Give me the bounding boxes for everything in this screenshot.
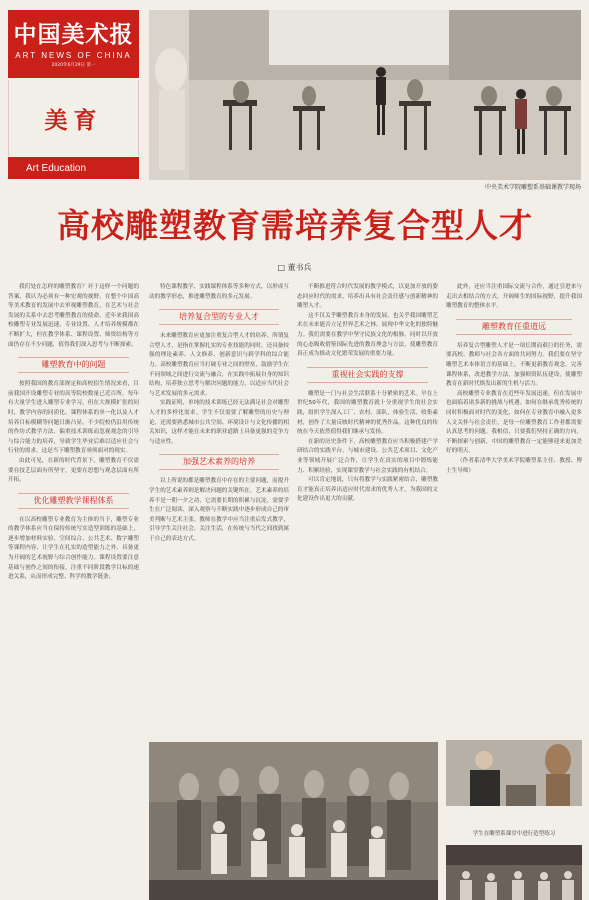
paragraph: 不断推进符合时代发展的教学模式，以更加开放的姿态回应时代的需求，培养出具有社会责任感与创新精神的雕塑人才。 [297,284,438,310]
masthead [8,10,139,78]
masthead-date: 2020年6月29日 第一 [51,63,96,68]
subheading: 优化雕塑教学课程体系 [8,493,139,509]
masthead-english: ART NEWS OF CHINA [15,51,132,60]
paragraph: 可以肯定地说，只有将教学与实践紧密结合，雕塑教育才能真正培养出适应时代需求的优秀人才，为我国的文化建设作出更大的贡献。 [297,477,438,503]
right-photo-caption: 学生在雕塑系课堂中进行造型练习 [472,831,556,837]
right-photo-classroom [446,845,582,900]
section-title: 美育 [8,80,139,156]
subheading: 加强艺术素养的培养 [149,454,289,470]
subheading: 雕塑教育中的问题 [8,357,139,373]
masthead-logo: 中国美术报 [13,21,134,48]
paragraph: 特色课程教学、实践课程体系等多种方式，以形成互动的教学形态，推进雕塑教育的多元发展。 [149,284,289,300]
author-note: （作者系清华大学美术学院雕塑系主任、教授、博士生导师） [446,457,582,474]
column-3 [297,283,438,735]
paragraph: 培养复合型雕塑人才是一项长期而艰巨的任务，需要高校、教师与社会各方面的共同努力。我们要在坚守雕塑艺术本体语言的基础上，不断更新教育观念，完善课程体系，改进教学方法，加强师资队伍建设，使雕塑教育在新时代焕发出新的生机与活力。 [446,342,582,388]
section-english: Art Education [8,157,139,179]
paragraph: 这不仅关乎雕塑教育本身的发展，也关乎我国雕塑艺术在未来能否立足世界艺术之林、展现中华文化的独特魅力。我们需要在教学中坚守民族文化的根脉，同时以开放的心态吸收借鉴国际先进的教育理念与方法，使雕塑教育真正成为推动文化繁荣发展的重要力量。 [297,312,438,358]
paragraph: 在新的历史条件下，高校雕塑教育应当积极搭建产学研结合的实践平台，与城市建设、公共艺术项目、文化产业等领域开展广泛合作，让学生在真实的项目中锻炼能力、积累经验，实现课堂教学与社会实践的有机结合。 [297,438,438,474]
top-photo-caption: 中央美术学院雕塑系基础课教学现场 [484,184,581,191]
paragraph: 实践证明，单纯的技术训练已经无法满足社会对雕塑人才的多样化需求。学生不仅需要了解雕塑的历史与理论，还需要熟悉城市公共空间、环境设计与文化传播的相关知识，这样才能在未来的职业道路上具备更强的竞争力与适应性。 [149,400,289,445]
paragraph: 我们处在怎样的雕塑教育？对于这样一个问题的答案，我认为必须有一种宏观的视野，在整个中国高等美术教育的发展中去审视雕塑教育，在艺术与社会发展的关系中去思考雕塑教育的使命。近年来我国高校雕塑专业发展迅速，专业设置、人才培养规模都在不断扩大，但在教学体系、课程设置、师资结构等方面仍存在不少问题，值得我们深入思考与不断探索。 [8,284,139,348]
paragraph: 此外，还应当注重国际交流与合作，通过引进来与走出去相结合的方式，开阔师生的国际视野，提升我国雕塑教育的整体水平。 [446,284,582,310]
paragraph: 按照我国的教育部规定和高校招生情况来看，目前我国开设雕塑专业的高等院校数量已近百所，每年有大量学生进入雕塑专业学习。但在大规模扩张的同时，教学内容的同质化、课程体系的单一化以及人才培养目标模糊等问题日渐凸显。不少院校仍沿用传统的作坊式教学方法，偏重技术训练而忽视观念的引导与综合能力的培养，导致学生毕业后难以适应社会与行业的需求，这是当下雕塑教育亟须面对的现实。 [8,381,139,455]
subheading: 雕塑教育任重道远 [446,319,582,335]
paragraph: 由此可见，在新的时代背景下，雕塑教育不仅需要在技艺层面有所坚守，更要在思想与观念层面有所开拓。 [8,457,139,484]
paragraph: 以上所说的都是雕塑教育中存在的主要问题，而提升学生的艺术素养则是解决问题的关键所在。艺术素养的培养不是一朝一夕之功，它需要长期的积累与沉淀，需要学生在广泛阅读、深入观察与不断实践中逐步形成自己的审美判断与艺术主张。教师在教学中应当注重启发式教学，引导学生关注社会、关注生活，在传统与当代之间找到属于自己的表达方式。 [149,478,289,542]
top-photo-sculpture-studio [149,10,581,180]
paragraph: 在以高校雕塑专业教育为主体的当下，雕塑专业的教学体系应当在保持传统写实造型训练的基础上，逐步增加材料实验、空间综合、公共艺术、数字雕塑等课程内容，让学生在扎实的造型能力之外，具备更为开阔的艺术视野与综合创作能力。课程设置要注意基础与创作之间的衔接，注重不同阶段教学目标的递进关系，从而形成完整、科学的教学链条。 [8,516,139,581]
subheading: 培养复合型的专业人才 [149,309,289,325]
paragraph: 未来雕塑教育应更加注重复合型人才的培养。所谓复合型人才，是指在掌握扎实的专业技能的同时，还具备较强的理论素养、人文修养、创新意识与跨学科的综合能力。高校雕塑教育应当打破专业之间的壁垒，鼓励学生在不同领域之间进行交流与融合，在实践中拓展自身的知识结构，培养独立思考与解决问题的能力，以适应当代社会与艺术发展的多元需求。 [149,333,289,397]
column-4 [446,283,582,735]
headline: 高校雕塑教育需培养复合型人才 [57,206,533,245]
paragraph: 高校雕塑专业教育在近些年发展迅速，但在发展中也面临着诸多新的挑战与机遇。如何在继承优秀传统的同时积极面对时代的变化，如何在专业教育中融入更多人文关怀与社会责任，是每一位雕塑教育工作者都需要认真思考的问题。我相信，只要我们坚持正确的方向，不断探索与创新，中国的雕塑教育一定能够迎来更加美好的明天。 [446,390,582,455]
byline: □ 董书兵 [277,263,312,272]
subheading: 重视社会实践的支撑 [297,367,438,383]
paragraph: 雕塑是一门与社会生活联系十分紧密的艺术。早在上世纪50年代，我国的雕塑教育就十分重视学生的社会实践，组织学生深入工厂、农村、部队，体验生活、收集素材，创作了大量反映时代精神的优秀作品。这种优良的传统在今天依然值得我们继承与发扬。 [297,390,438,436]
column-2 [149,283,289,735]
column-1 [8,283,139,898]
historical-photo-sculptors [149,742,438,900]
right-photo-sculptor [446,740,582,806]
